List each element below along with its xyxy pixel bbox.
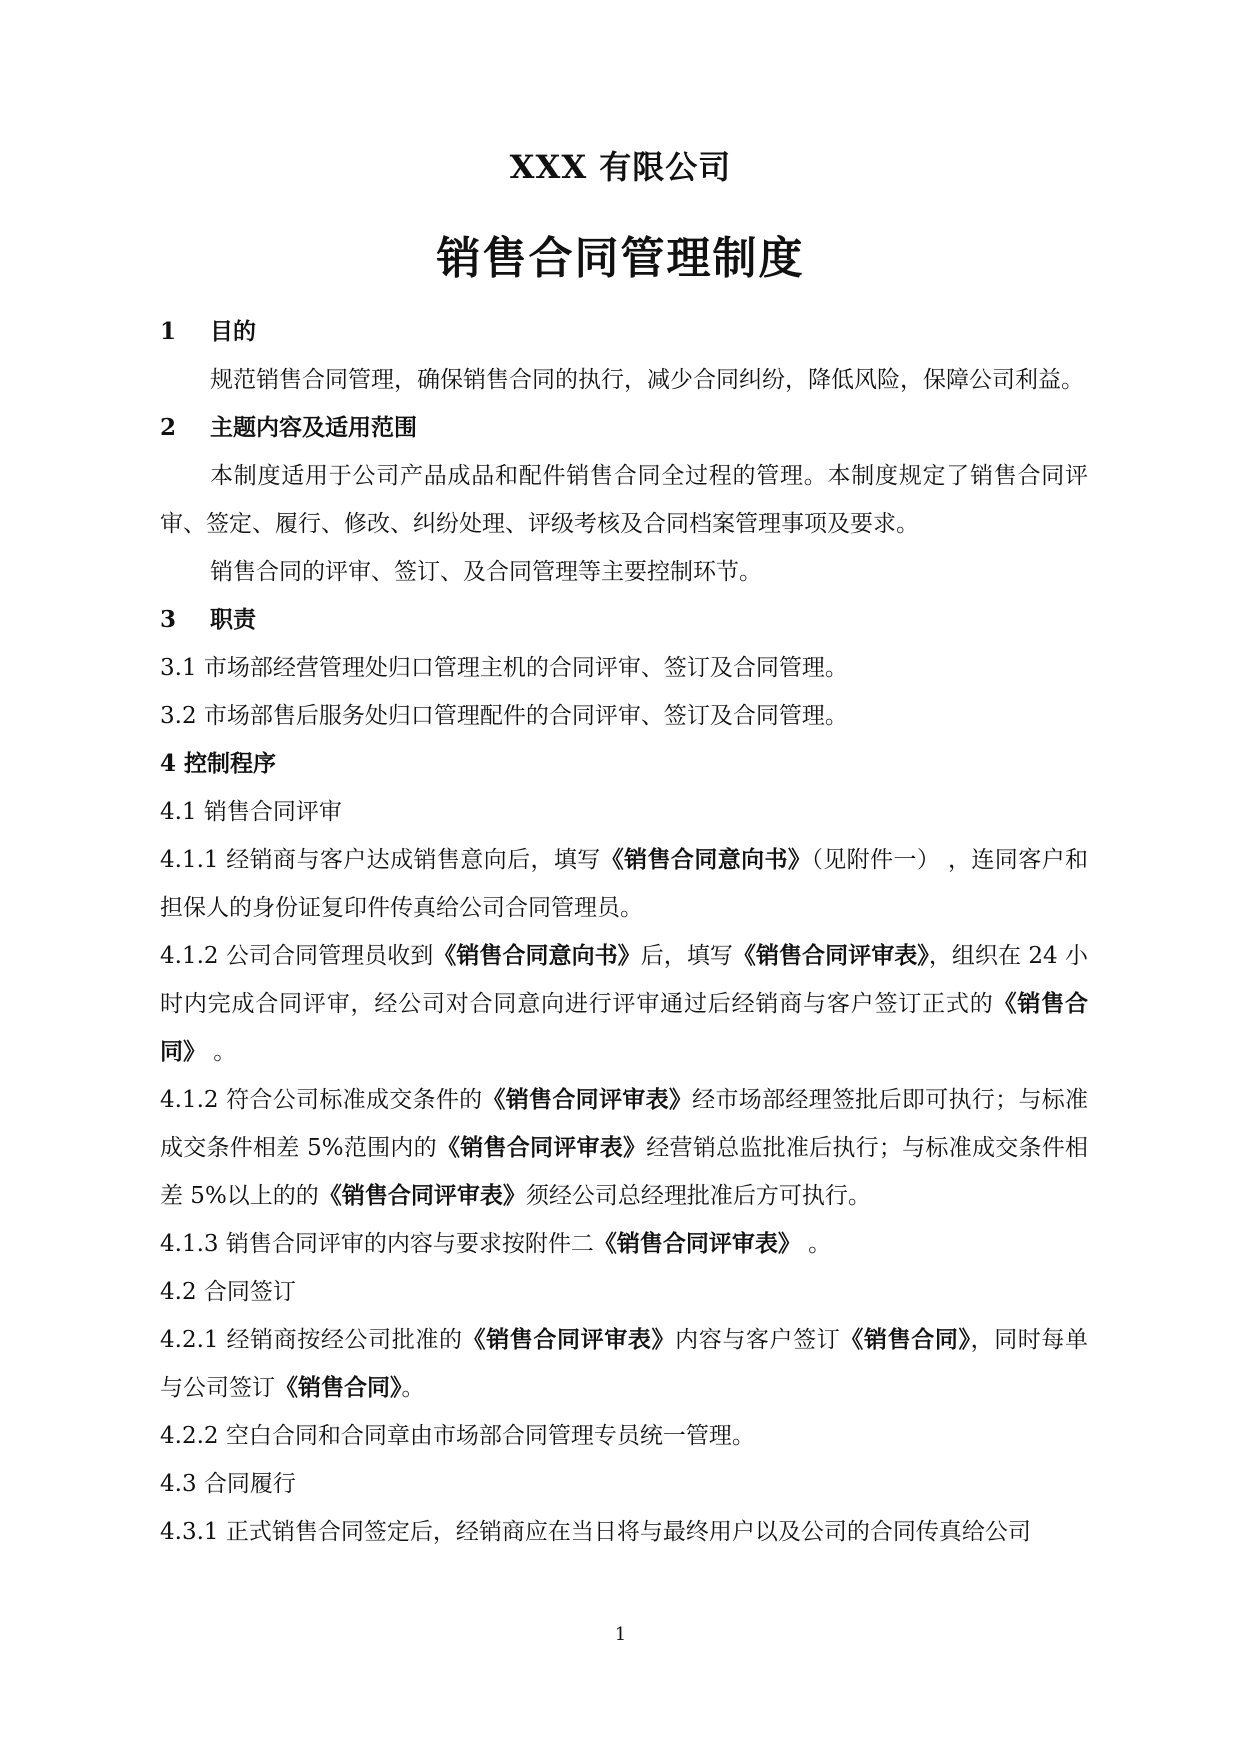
text: 内容与客户签订 [675,1327,841,1353]
subsection-4-3: 4.3 合同履行 [160,1471,296,1497]
clause-4-2-1 [160,1316,1088,1412]
section-2-paragraph-1: 本制度适用于公司产品成品和配件销售合同全过程的管理。本制度规定了销售合同评审、签定、履行、修改、纠纷处理、评级考核及合同档案管理事项及要求。 [160,463,1088,537]
clause-4-1-1 [160,836,1088,932]
text: 。 [401,1375,425,1401]
company-name: XXX 有限公司 [509,148,732,186]
form-reference: 《销售合同意向书》 [433,942,641,969]
section-number: 2 [160,414,177,441]
clause-3-1: 3.1 市场部经营管理处归口管理主机的合同评审、签订及合同管理。 [160,655,848,681]
form-reference: 《销售合同》 [840,1326,971,1353]
clause-4-1-2-b [160,1076,1088,1220]
form-reference: 《销售合同意向书》 [600,846,812,873]
section-4-heading: 4 控制程序 [160,750,277,777]
text: 经营销总监批准后执行；与标准成交条件相差 5%以上的的 [160,1135,1088,1209]
subsection-4-1: 4.1 销售合同评审 [160,799,342,825]
section-number: 3 [160,606,177,633]
text: 。 [206,1039,237,1065]
section-3-heading [160,596,1088,644]
form-reference: 《销售合同》 [275,1374,402,1401]
document-title: 销售合同管理制度 [436,233,805,284]
page-number: 1 [614,1624,627,1645]
form-reference: 《销售合同评审表》 [462,1326,676,1353]
form-reference: 《销售合同评审表》 [318,1182,526,1209]
text: ，同时每单与公司签订 [160,1327,1089,1401]
section-title: 职责 [210,606,256,633]
subsection-4-2: 4.2 合同签订 [160,1279,296,1305]
clause-4-3-1: 4.3.1 正式销售合同签定后，经销商应在当日将与最终用户以及公司的合同传真给公司 [160,1519,1031,1545]
form-reference: 《销售合同评审表》 [732,942,929,969]
text: 4.1.2 符合公司标准成交条件的 [160,1087,483,1113]
clause-4-2-2: 4.2.2 空白合同和合同章由市场部合同管理专员统一管理。 [160,1423,755,1449]
form-reference: 《销售合同评审表》 [593,1230,801,1257]
section-2-paragraph-2: 销售合同的评审、签订、及合同管理等主要控制环节。 [210,559,762,585]
clause-4-1-2 [160,932,1088,1076]
document-body [160,308,1088,1556]
text: 。 [800,1231,832,1257]
text: 须经公司总经理批准后方可执行。 [525,1183,871,1209]
section-title: 目的 [210,318,256,345]
section-1-heading [160,308,1088,356]
text: 经市场部经理签批后即可执行；与标准成交条件相差 5%范围内的 [160,1087,1088,1161]
text: 4.2.1 经销商按经公司批准的 [160,1327,463,1353]
section-number: 1 [160,318,177,345]
form-reference: 《销售合同评审表》 [482,1086,693,1113]
text: （见附件一） ，连同客户和担保人的身份证复印件传真给公司合同管理员。 [160,847,1089,921]
clause-4-1-3 [160,1220,1088,1268]
section-1-paragraph: 规范销售合同管理，确保销售合同的执行，减少合同纠纷，降低风险，保障公司利益。 [210,367,1084,393]
text: ，组织在 24 小时内完成合同评审，经公司对合同意向进行评审通过后经销商与客户签订正式的 [160,943,1089,1017]
section-2-heading [160,404,1088,452]
text: 4.1.1 经销商与客户达成销售意向后，填写 [160,847,601,873]
text: 后，填写 [640,943,733,969]
form-reference: 《销售合同》 [160,990,1089,1065]
text: 4.1.3 销售合同评审的内容与要求按附件二 [160,1231,594,1257]
clause-3-2: 3.2 市场部售后服务处归口管理配件的合同评审、签订及合同管理。 [160,703,848,729]
text: 4.1.2 公司合同管理员收到 [160,943,434,969]
section-title: 主题内容及适用范围 [210,414,417,441]
form-reference: 《销售合同评审表》 [436,1134,647,1161]
